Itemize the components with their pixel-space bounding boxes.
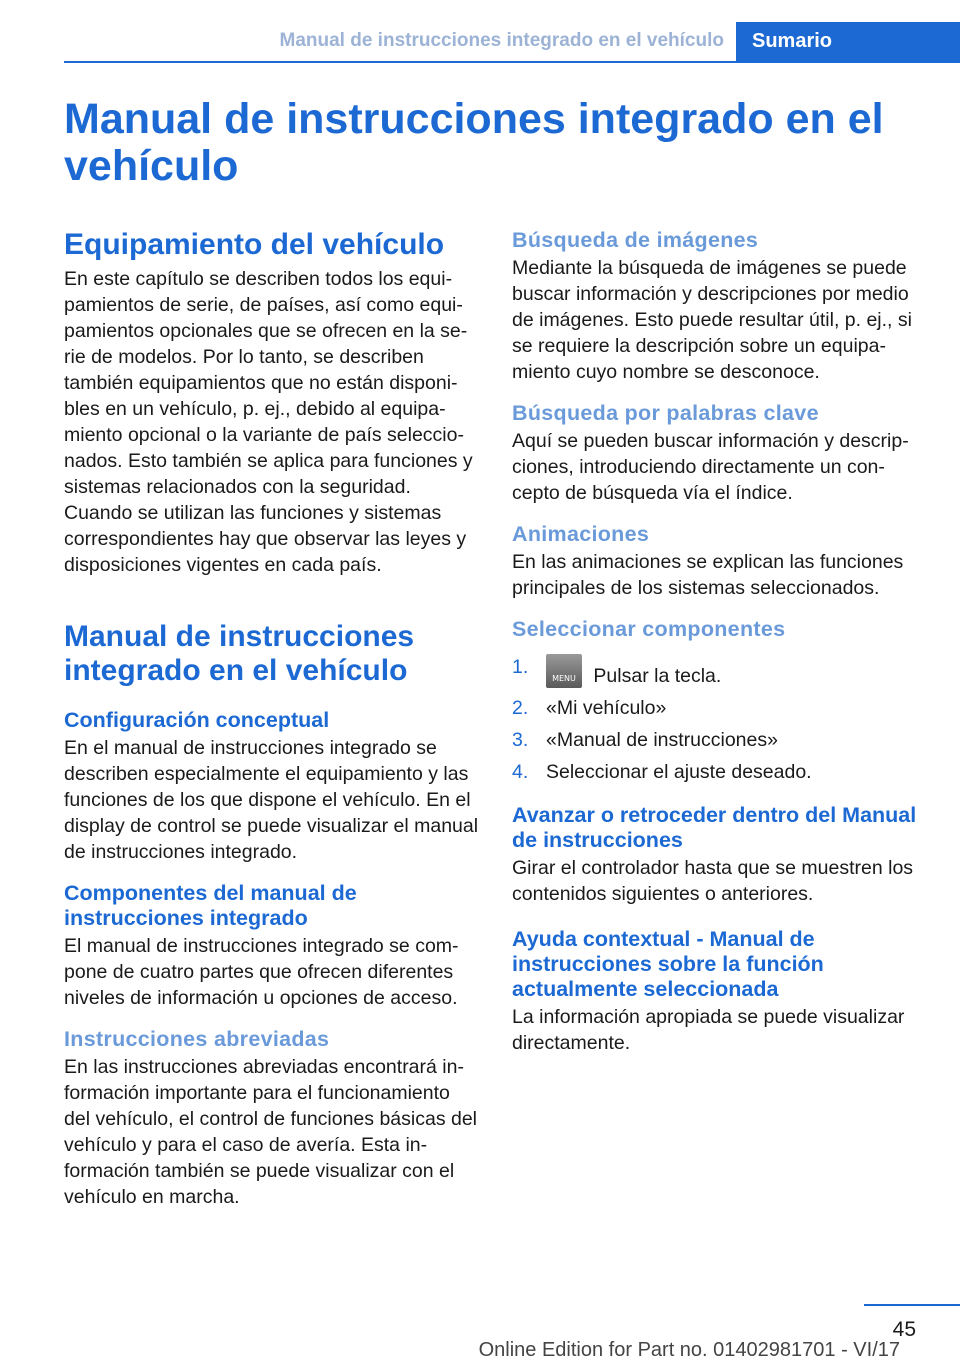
components-text: El manual de instrucciones integrado se compone de cuatro partes que ofrecen diferentes niveles de información u opciones de acceso. <box>64 935 459 1009</box>
context-help-text: La información apropiada se puede visualizar directamente. <box>512 1006 905 1054</box>
step-text: «Manual de instrucciones» <box>546 729 778 751</box>
keyword-search-text: Aquí se pueden buscar información y descripciones, introduciendo directamente un concepto de búsqueda vía el índice. <box>512 430 909 504</box>
step-text: Pulsar la tecla. <box>593 665 722 687</box>
step-number: 2. <box>512 697 529 719</box>
navigation-text: Girar el controlador hasta que se muestren los contenidos siguientes o anteriores. <box>512 857 914 905</box>
left-column <box>64 228 480 1210</box>
step-text: Seleccionar el ajuste deseado. <box>546 761 812 783</box>
step-number: 3. <box>512 729 529 751</box>
header-tab-sumario[interactable]: Sumario <box>736 22 960 62</box>
navigation-heading: Avanzar o retroceder dentro del Manual de instrucciones <box>512 803 917 852</box>
header-divider <box>64 61 960 63</box>
page-number: 45 <box>892 1318 916 1341</box>
list-item <box>512 654 926 689</box>
context-help-heading: Ayuda contextual - Manual de instrucciones sobre la función actualmente seleccionada <box>512 927 824 1001</box>
menu-key-icon: MENU <box>546 654 582 688</box>
steps-list <box>512 654 926 785</box>
header-section-title: Manual de instrucciones integrado en el vehículo <box>279 30 724 51</box>
step-text: «Mi vehículo» <box>546 697 667 719</box>
list-item <box>512 695 926 721</box>
animations-heading: Animaciones <box>512 522 650 546</box>
footer-divider <box>864 1304 960 1306</box>
short-instructions-text: En las instrucciones abreviadas encontrará información importante para el funcionamiento del vehículo, el control de funciones básicas del vehículo y para el caso de avería. Esta información también se puede visualizar con el vehículo en marcha. <box>64 1056 478 1208</box>
page-header <box>64 22 960 62</box>
equipment-text: En este capítulo se describen todos los equipamientos de serie, de países, así como equipamientos opcionales que se ofrecen en la serie de modelos. Por lo tanto, se describen también equipamientos que no están disponibles en un vehículo, p. ej., debido al equipamiento opcional o la variante de país seleccionados. Esto también se aplica para funciones y sistemas relacionados con la seguridad. Cuando se utilizan las funciones y sistemas correspondientes hay que observar las leyes y disposiciones vigentes en cada país. <box>64 268 473 576</box>
concept-text: En el manual de instrucciones integrado se describen especialmente el equipamiento y las funciones de los que dispone el vehículo. En el display de control se puede visualizar el manual de instrucciones integrado. <box>64 737 479 863</box>
short-instructions-heading: Instrucciones abreviadas <box>64 1027 330 1051</box>
select-components-heading: Seleccionar componentes <box>512 617 786 641</box>
keyword-search-heading: Búsqueda por palabras clave <box>512 401 819 425</box>
list-item <box>512 727 926 753</box>
step-number: 4. <box>512 761 529 783</box>
right-column <box>512 228 926 1056</box>
footer-edition: Online Edition for Part no. 01402981701 - VI/17 <box>478 1339 900 1361</box>
step-number: 1. <box>512 656 529 678</box>
page-title: Manual de instrucciones integrado en el vehículo <box>64 95 884 190</box>
concept-heading: Configuración conceptual <box>64 708 330 732</box>
image-search-heading: Búsqueda de imágenes <box>512 228 759 252</box>
components-heading: Componentes del manual de instrucciones integrado <box>64 881 357 930</box>
image-search-text: Mediante la búsqueda de imágenes se puede buscar información y descripciones por medio de imágenes. Esto puede resultar útil, p. ej., si se requiere la descripción sobre un equipamiento cuyo nombre se desconoce. <box>512 257 912 383</box>
equipment-heading: Equipamiento del vehículo <box>64 228 445 261</box>
list-item <box>512 759 926 785</box>
manual-heading: Manual de instrucciones integrado en el vehículo <box>64 620 415 687</box>
animations-text: En las animaciones se explican las funciones principales de los sistemas seleccionados. <box>512 551 904 599</box>
